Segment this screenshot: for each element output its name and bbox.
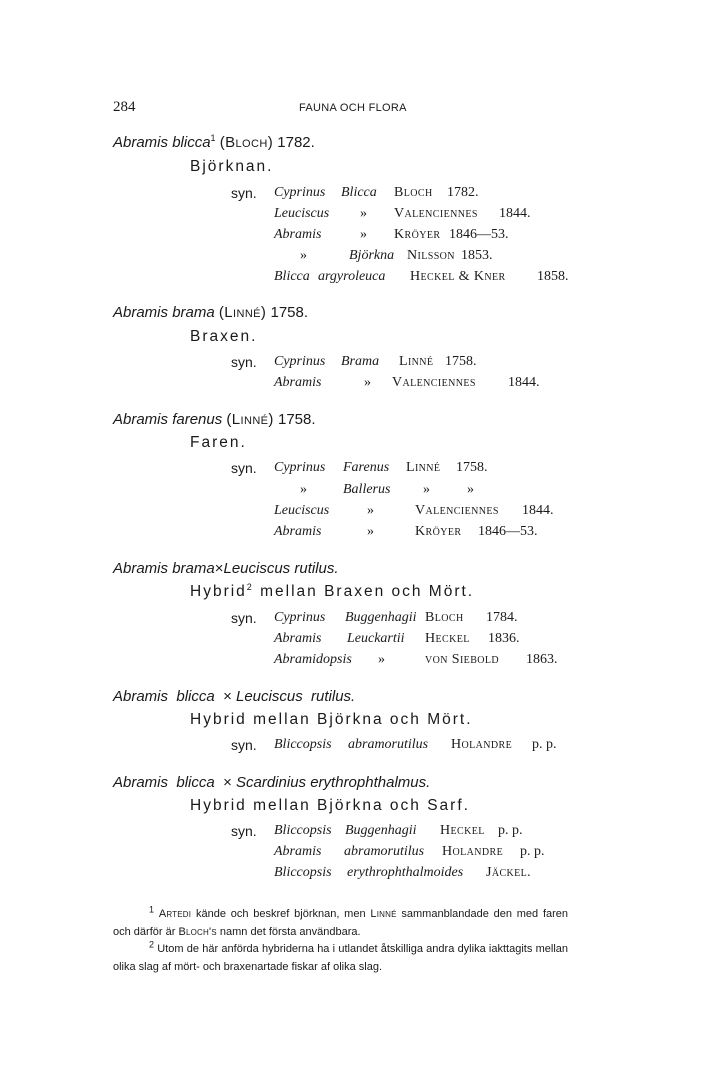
syn-label: syn. [231,354,257,370]
running-title: FAUNA OCH FLORA [299,102,407,114]
common-name: Faren. [190,434,247,451]
species-heading: Abramis farenus (Linné) 1758. [113,411,316,428]
footnote-1: $^1$ Artedi kände och beskref björknan, men Linné sammanblandade den med faren och därför är Bloch's namn det första användbara. [113,904,569,938]
species-heading: Abramis blicca$^1$ (Bloch) 1782. [113,133,315,151]
hybrid-heading: Abramis blicca × Scardinius erythrophthalmus. [113,774,431,791]
hybrid-heading: Abramis blicca × Leuciscus rutilus. [113,688,356,705]
species-heading: Abramis brama (Linné) 1758. [113,304,309,321]
footnote-2: $^2$ Utom de här anförda hybriderna ha i utlandet åtskilliga andra dylika iakttagits mellan olika slag af mört- och braxenartade fiskar af olika slag. [113,939,568,973]
syn-label: syn. [231,823,257,839]
common-name: Björknan. [190,158,274,175]
common-name: Hybrid mellan Björkna och Sarf. [190,797,470,814]
common-name: Braxen. [190,328,258,345]
footnotes [113,906,568,976]
page-number: 284 [113,99,136,115]
syn-label: syn. [231,610,257,626]
common-name: Hybrid$^2$ mellan Braxen och Mört. [190,581,475,600]
hybrid-heading: Abramis brama×Leuciscus rutilus. [113,560,339,577]
syn-label: syn. [231,737,257,753]
common-name: Hybrid mellan Björkna och Mört. [190,711,473,728]
syn-label: syn. [231,460,257,476]
syn-label: syn. [231,185,257,201]
